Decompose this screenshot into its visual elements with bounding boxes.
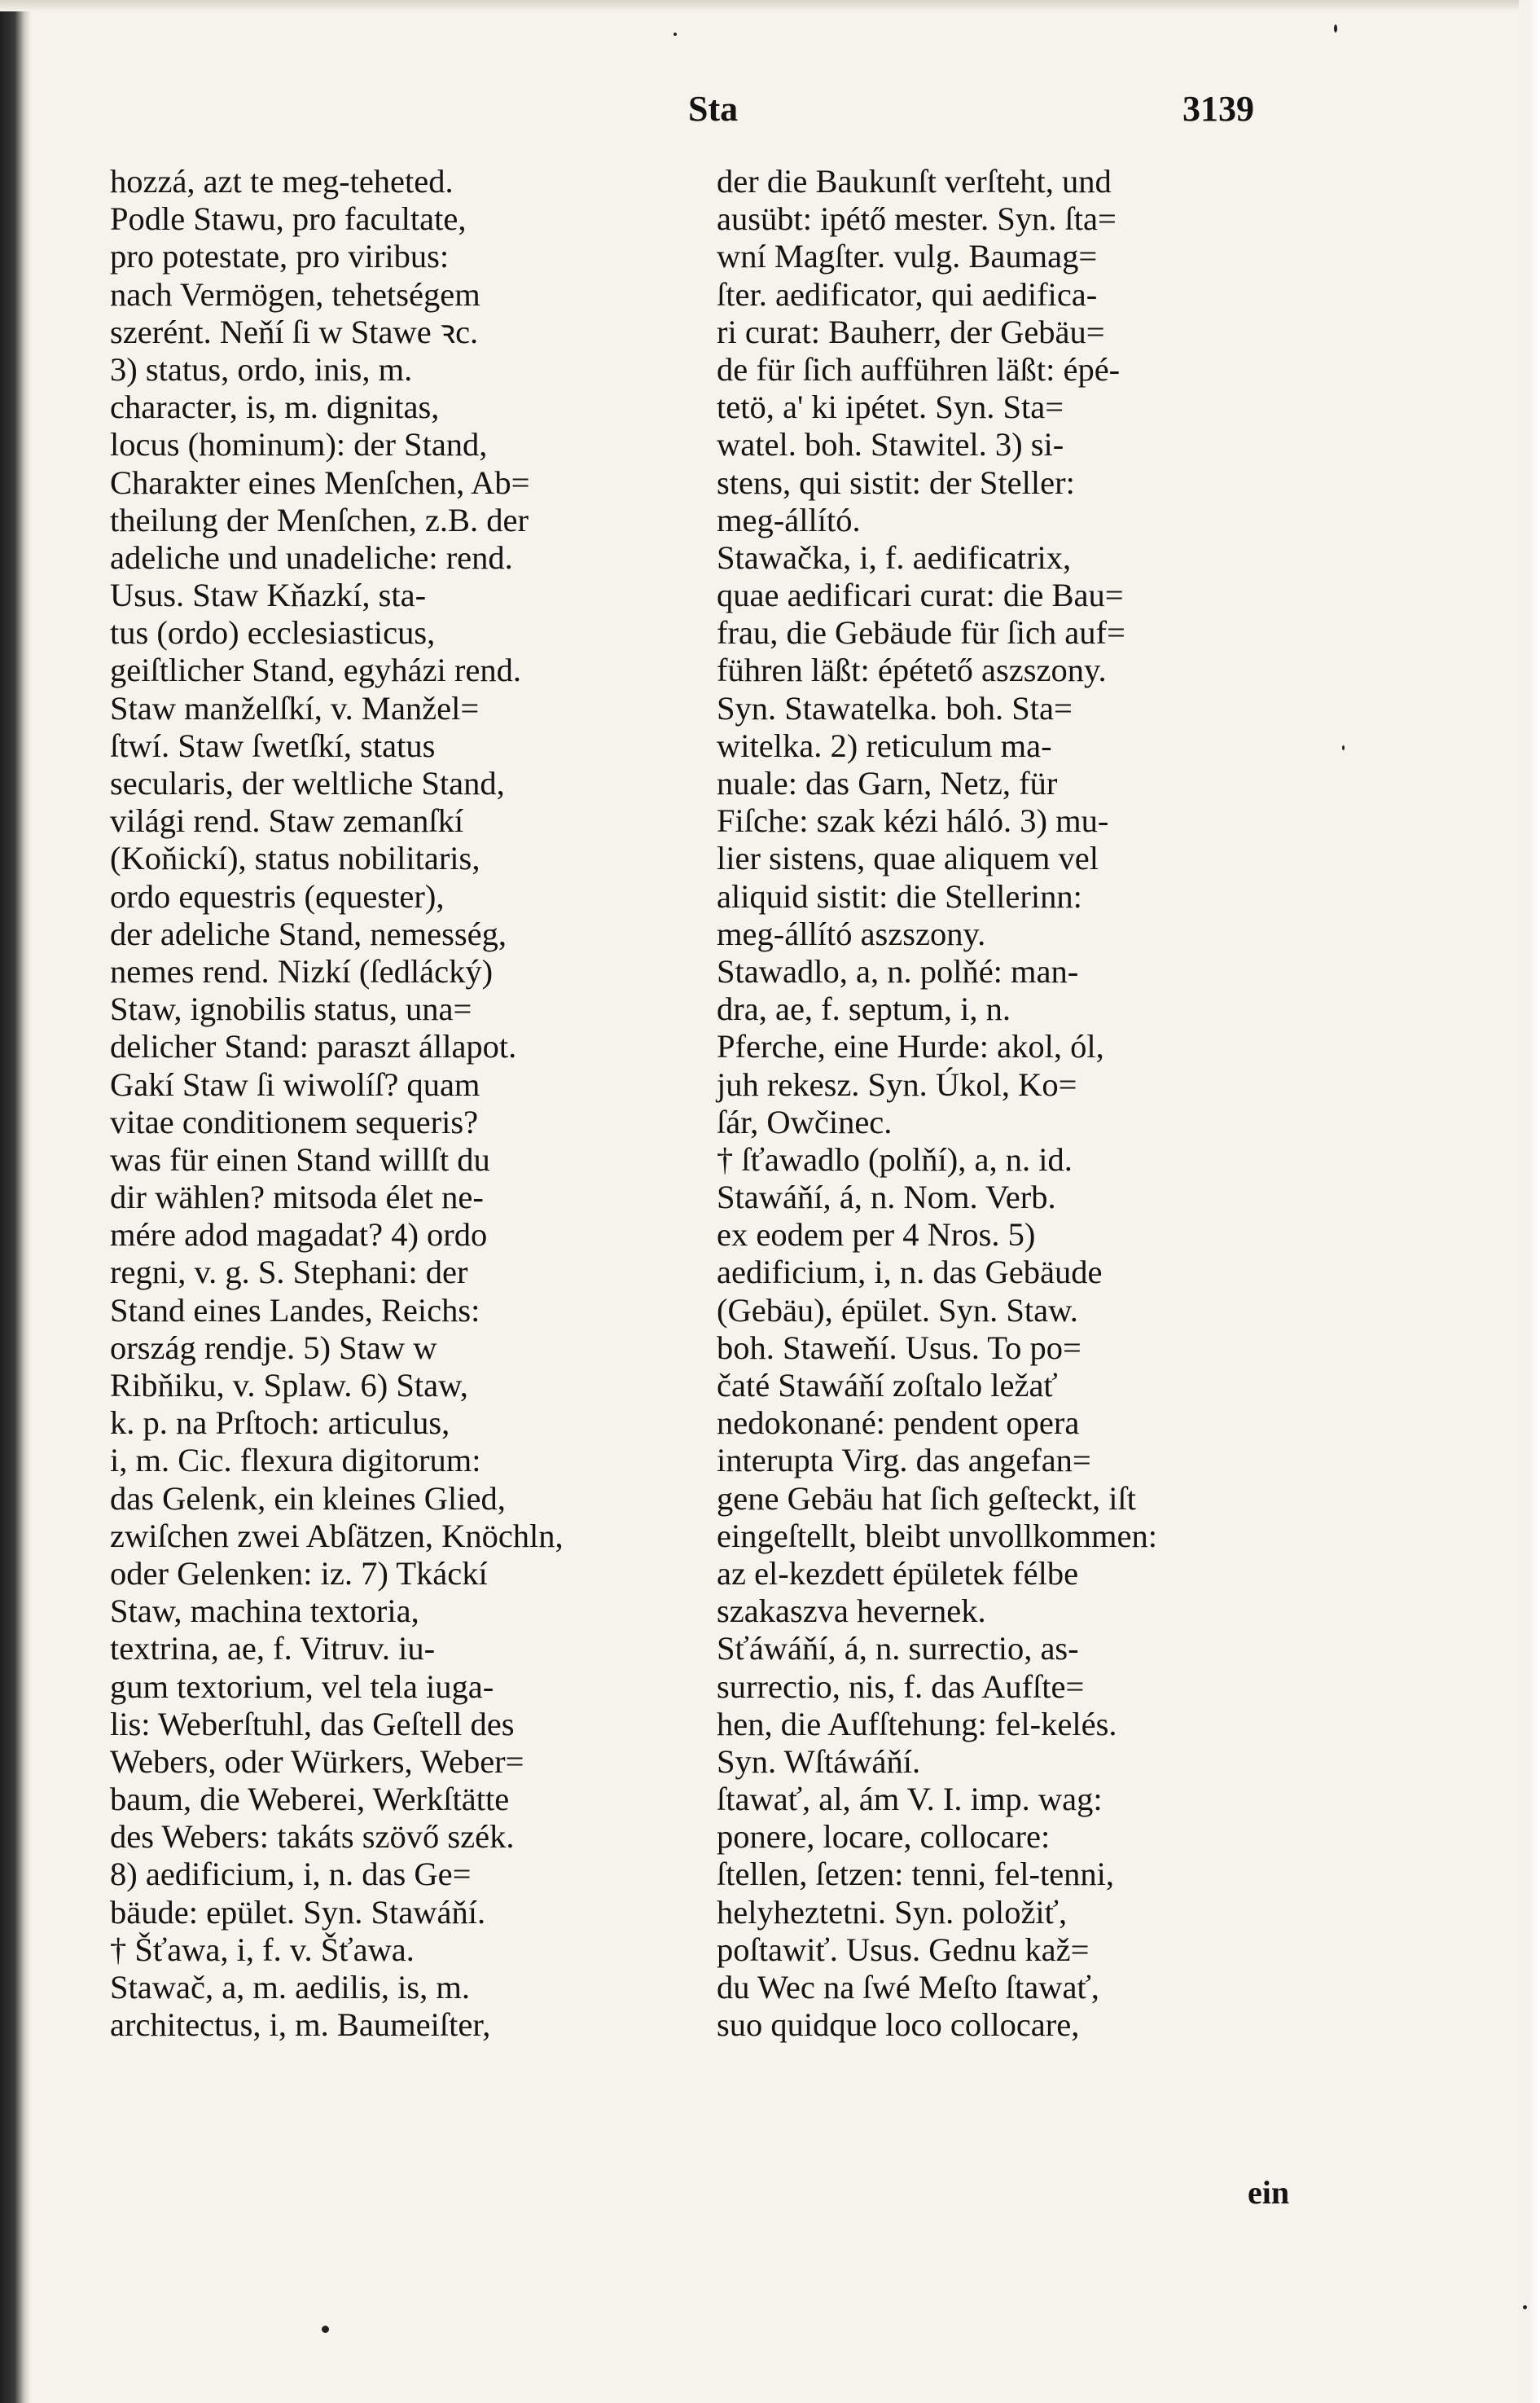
running-head: Sta [688, 89, 739, 129]
right-column-line: Sťáwáňí, á, n. surrectio, as- [717, 1630, 1079, 1667]
left-column-line: vitae conditionem sequeris? [110, 1103, 479, 1140]
right-column-line: Stawačka, i, f. aedificatrix, [717, 538, 1072, 576]
right-column-line: wní Magſter. vulg. Baumag= [717, 238, 1098, 275]
left-column-line: világi rend. Staw zemanſkí [110, 802, 464, 840]
left-column-line: Stawač, a, m. aedilis, is, m. [110, 1969, 471, 2005]
left-column-line: 8) aedificium, i, n. das Ge= [110, 1856, 472, 1893]
right-column-line: aedificium, i, n. das Gebäude [717, 1254, 1103, 1291]
left-column-line: secularis, der weltliche Stand, [110, 765, 505, 802]
right-column-line: du Wec na ſwé Meſto ſtawať, [717, 1969, 1099, 2005]
left-column-line: character, is, m. dignitas, [110, 389, 440, 426]
right-column-line: čaté Stawáňí zoſtalo ležať [717, 1367, 1058, 1404]
right-column-line: tetö, a' ki ipétet. Syn. Sta= [717, 389, 1064, 426]
left-column-line: geiſtlicher Stand, egyházi rend. [110, 652, 521, 689]
left-column-line: gum textorium, vel tela iuga- [110, 1667, 494, 1705]
right-column-line: stens, qui sistit: der Steller: [717, 463, 1075, 501]
right-column-line: meg-állító. [717, 501, 861, 538]
right-column-line: führen läßt: épétető aszszony. [717, 652, 1107, 689]
right-column-line: interupta Virg. das angefan= [717, 1442, 1091, 1479]
page-right-edge [1519, 0, 1540, 2403]
left-column-line: architectus, i, m. Baumeiſter, [110, 2006, 491, 2044]
left-column-line: 3) status, ordo, inis, m. [110, 350, 413, 388]
left-column-line: theilung der Menſchen, z.B. der [110, 501, 529, 538]
right-column-line: gene Gebäu hat ſich geſteckt, iſt [717, 1479, 1137, 1517]
right-column-line: aliquid sistit: die Stellerinn: [717, 877, 1082, 915]
right-column-line: Fiſche: szak kézi háló. 3) mu- [717, 802, 1109, 840]
right-column-line: nuale: das Garn, Netz, für [717, 765, 1058, 802]
left-column-line: Stand eines Landes, Reichs: [110, 1291, 480, 1329]
left-column-line: ſtwí. Staw ſwetſkí, status [110, 727, 436, 764]
right-column-line: watel. boh. Stawitel. 3) si- [717, 426, 1064, 463]
right-column-line: witelka. 2) reticulum ma- [717, 727, 1052, 764]
right-column-line: juh rekesz. Syn. Úkol, Ko= [717, 1065, 1077, 1103]
left-column-line: Usus. Staw Kňazkí, sta- [110, 577, 427, 614]
left-column-line: ország rendje. 5) Staw w [110, 1329, 437, 1366]
left-column-line: ordo equestris (equester), [110, 877, 445, 915]
left-column-line: Charakter eines Menſchen, Ab= [110, 463, 530, 501]
left-column-line: locus (hominum): der Stand, [110, 426, 488, 463]
right-column-line: ausübt: ipétő mester. Syn. ſta= [717, 200, 1117, 238]
right-column-line: boh. Staweňí. Usus. To po= [717, 1329, 1082, 1366]
right-column-line: ſter. aedificator, qui aedifica- [717, 275, 1098, 313]
left-column-line: mére adod magadat? 4) ordo [110, 1216, 488, 1254]
left-column-line: der adeliche Stand, nemesség, [110, 915, 507, 952]
left-column [110, 163, 696, 2044]
right-column-line: quae aedificari curat: die Bau= [717, 577, 1124, 614]
right-column-line: Syn. Wſtáwáňí. [717, 1742, 921, 1780]
left-column-line: † Šťawa, i, f. v. Šťawa. [110, 1931, 415, 1968]
right-column-line: meg-állító aszszony. [717, 915, 986, 952]
left-column-line: dir wählen? mitsoda élet ne- [110, 1179, 484, 1216]
right-column-line: hen, die Aufſtehung: fel-kelés. [717, 1705, 1117, 1742]
left-column-line: lis: Weberſtuhl, das Geſtell des [110, 1705, 515, 1742]
left-column-line: pro potestate, pro viribus: [110, 238, 450, 275]
right-column-line: dra, ae, f. septum, i, n. [717, 991, 1011, 1028]
right-column-line: (Gebäu), épület. Syn. Staw. [717, 1291, 1078, 1329]
right-column-line: der die Baukunſt verſteht, und [717, 163, 1112, 200]
right-column-line: ſár, Owčinec. [717, 1103, 893, 1140]
left-column-line: des Webers: takáts szövő szék. [110, 1818, 515, 1856]
left-column-line: Staw manželſkí, v. Manžel= [110, 689, 480, 727]
right-column-line: lier sistens, quae aliquem vel [717, 840, 1099, 877]
left-column-line: zwiſchen zwei Abſätzen, Knöchln, [110, 1517, 564, 1554]
left-column-line: regni, v. g. S. Stephani: der [110, 1254, 468, 1291]
right-column-line: nedokonané: pendent opera [717, 1404, 1080, 1442]
right-column-line: ſtellen, ſetzen: tenni, fel-tenni, [717, 1856, 1115, 1893]
left-column-line: textrina, ae, f. Vitruv. iu- [110, 1630, 436, 1667]
left-column-line: Webers, oder Würkers, Weber= [110, 1742, 524, 1780]
right-column-line: Syn. Stawatelka. boh. Sta= [717, 689, 1073, 727]
left-column-line: Ribňiku, v. Splaw. 6) Staw, [110, 1367, 468, 1404]
binding-shadow [0, 0, 31, 2403]
right-column-line: de für ſich aufführen läßt: épé- [717, 350, 1121, 388]
left-column-line: das Gelenk, ein kleines Glied, [110, 1479, 506, 1517]
page-top-edge [0, 0, 1540, 11]
right-column-line: helyheztetni. Syn. položiť, [717, 1893, 1068, 1931]
right-column-line: ponere, locare, collocare: [717, 1818, 1051, 1856]
left-column-line: baum, die Weberei, Werkſtätte [110, 1781, 510, 1818]
left-column-line: Podle Stawu, pro facultate, [110, 200, 467, 238]
right-column-line: † ſťawadlo (polňí), a, n. id. [717, 1140, 1073, 1178]
page-header [0, 88, 1540, 137]
left-column-line: Staw, ignobilis status, una= [110, 991, 472, 1028]
left-column-line: delicher Stand: paraszt állapot. [110, 1028, 517, 1065]
right-column-line: suo quidque loco collocare, [717, 2006, 1080, 2044]
right-column-line: eingeſtellt, bleibt unvollkommen: [717, 1517, 1158, 1554]
left-column-line: (Koňickí), status nobilitaris, [110, 840, 480, 877]
left-column-line: tus (ordo) ecclesiasticus, [110, 614, 436, 652]
right-column-line: Stawáňí, á, n. Nom. Verb. [717, 1179, 1056, 1216]
left-column-line: oder Gelenken: iz. 7) Tkáckí [110, 1554, 488, 1592]
left-column-line: Staw, machina textoria, [110, 1592, 419, 1630]
page-number: 3139 [1182, 89, 1254, 129]
right-column-line: Stawadlo, a, n. polňé: man- [717, 952, 1079, 990]
right-column-line: szakaszva hevernek. [717, 1592, 986, 1630]
left-column-line: i, m. Cic. flexura digitorum: [110, 1442, 481, 1479]
left-column-line: k. p. na Prſtoch: articulus, [110, 1404, 450, 1442]
right-column-line: surrectio, nis, f. das Aufſte= [717, 1667, 1085, 1705]
right-column-line: ri curat: Bauherr, der Gebäu= [717, 313, 1105, 350]
left-column-line: hozzá, azt te meg-teheted. [110, 163, 454, 200]
left-column-line: nach Vermögen, tehetségem [110, 275, 480, 313]
left-column-line: adeliche und unadeliche: rend. [110, 538, 513, 576]
left-column-line: szerént. Neňí ſi w Stawe ꝛc. [110, 313, 479, 350]
right-column-line: ex eodem per 4 Nros. 5) [717, 1216, 1036, 1254]
right-column-line: frau, die Gebäude für ſich auf= [717, 614, 1125, 652]
right-column-line: Pferche, eine Hurde: akol, ól, [717, 1028, 1104, 1065]
left-column-line: bäude: epület. Syn. Stawáňí. [110, 1893, 486, 1931]
right-column-line: ſtawať, al, ám V. I. imp. wag: [717, 1781, 1103, 1818]
right-column [717, 163, 1311, 2044]
left-column-line: was für einen Stand willſt du [110, 1140, 490, 1178]
right-column-line: az el-kezdett épületek félbe [717, 1554, 1079, 1592]
catchword: ein [1248, 2174, 1290, 2211]
left-column-line: Gakí Staw ſi wiwolíſ? quam [110, 1065, 480, 1103]
right-column-line: poſtawiť. Usus. Gednu kaž= [717, 1931, 1090, 1968]
left-column-line: nemes rend. Nizkí (ſedlácký) [110, 952, 494, 990]
